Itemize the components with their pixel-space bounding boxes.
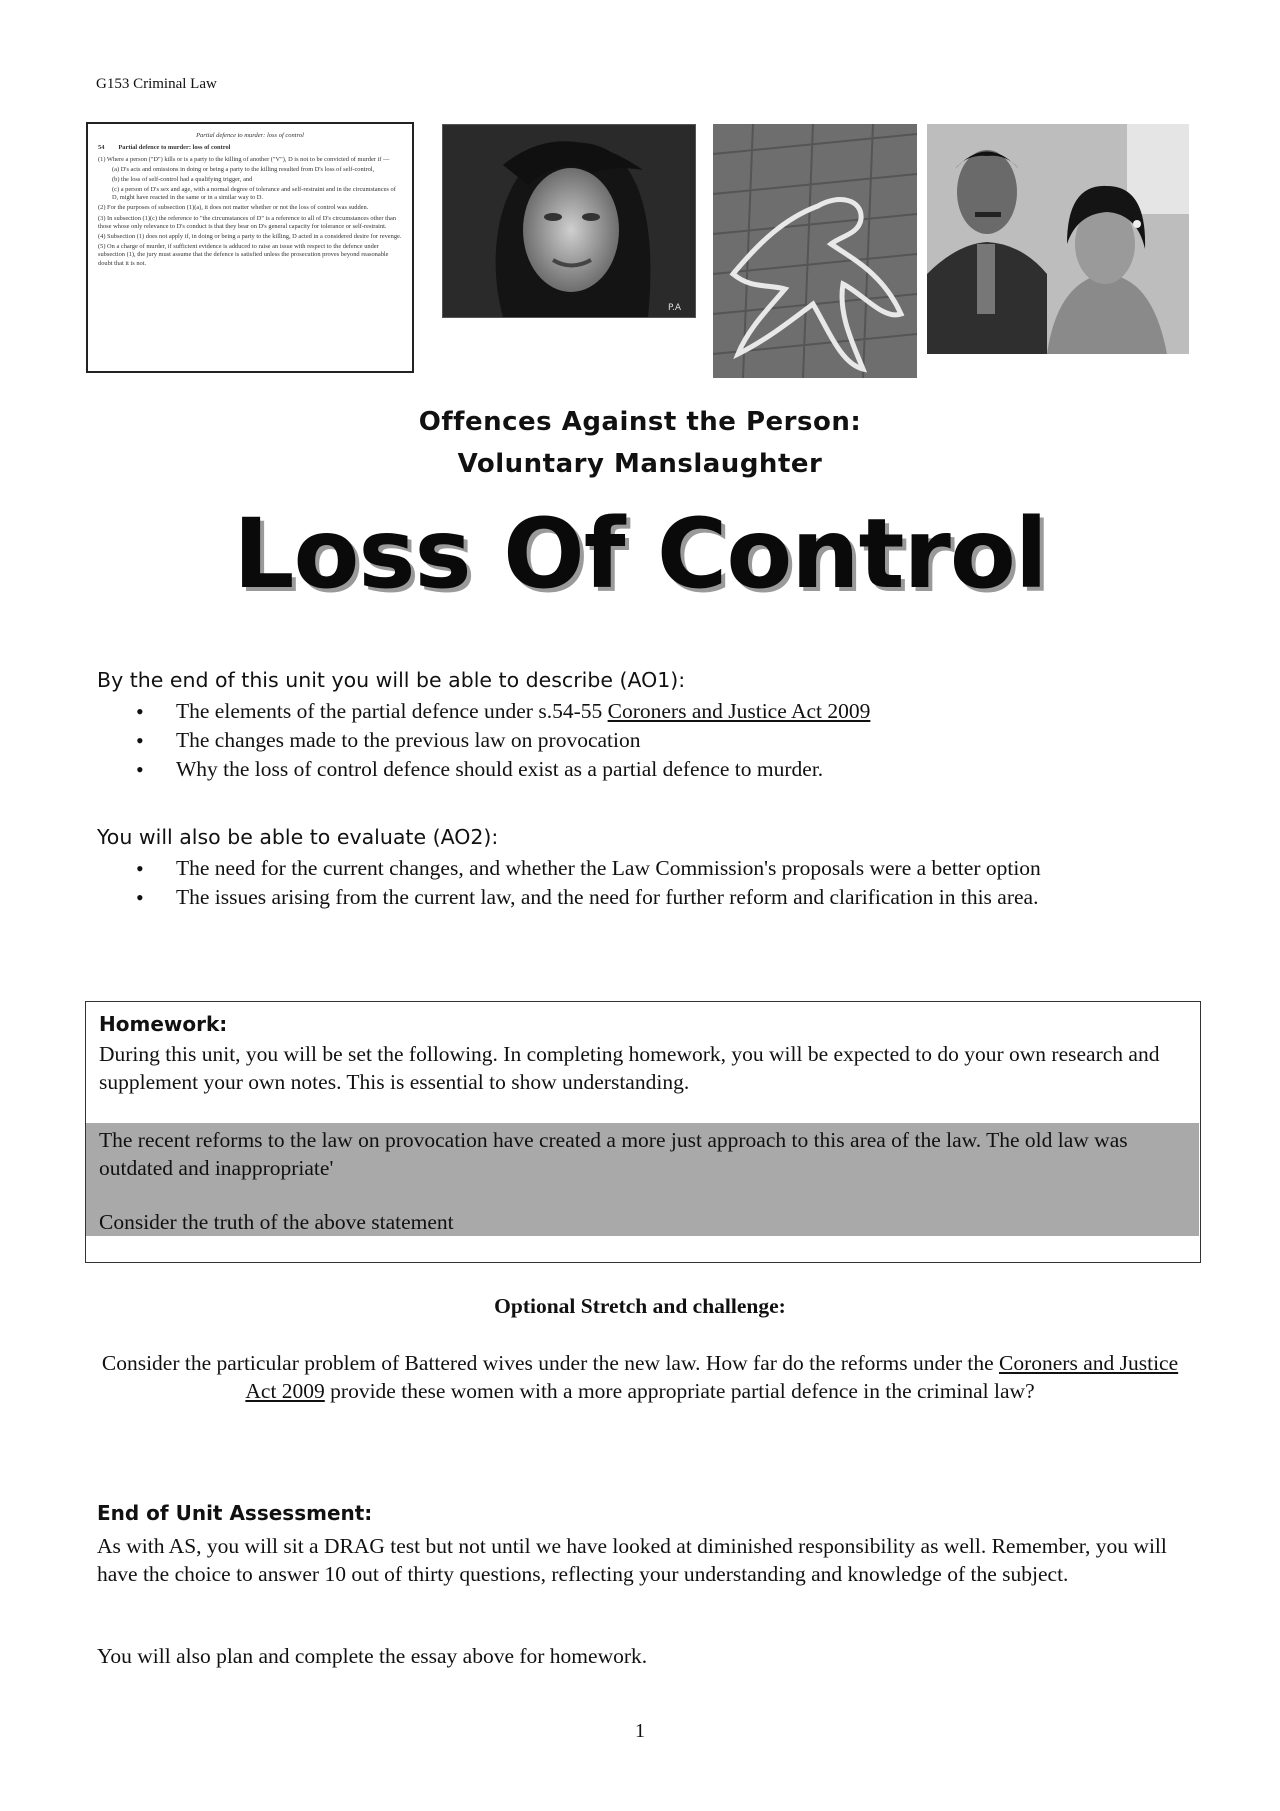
ao2-intro: You will also be able to evaluate (AO2): bbox=[97, 825, 499, 849]
subtitle-offences: Offences Against the Person: bbox=[418, 407, 862, 437]
homework-quote: The recent reforms to the law on provocation have created a more just approach to this area of the law. The old law was outdated and inappropriate' bbox=[99, 1128, 1128, 1180]
stretch-text-prefix: Consider the particular problem of Battered wives under the new law. How far do the reforms under the bbox=[101, 1351, 999, 1375]
photo-credit: P.A bbox=[667, 303, 681, 313]
ao2-list bbox=[130, 854, 1170, 912]
coroners-justice-act-link: Coroners and Justice Act 2009 bbox=[607, 699, 871, 723]
homework-title: Homework: bbox=[99, 1012, 228, 1036]
statute-line: (a) D's acts and omissions in doing or being a party to the killing resulted from D's loss of self-control, bbox=[112, 165, 375, 173]
subtitle-voluntary-manslaughter: Voluntary Manslaughter bbox=[457, 449, 823, 479]
stretch-text-suffix: provide these women with a more appropriate partial defence in the criminal law? bbox=[324, 1379, 1035, 1403]
list-item: • The need for the current changes, and whether the Law Commission's proposals were a better option bbox=[130, 854, 1170, 883]
statute-line: (4) Subsection (1) does not apply if, in doing or being a party to the killing, D acted in a considered desire for revenge. bbox=[98, 233, 402, 240]
woman-portrait-photo bbox=[442, 124, 696, 318]
header-course: G153 Criminal Law bbox=[96, 76, 217, 92]
stretch-title: Optional Stretch and challenge: bbox=[494, 1294, 786, 1318]
statute-line: (b) the loss of self-control had a qualifying trigger, and bbox=[112, 175, 253, 183]
page-title: Loss Of Control bbox=[233, 498, 1047, 610]
page-number: 1 bbox=[635, 1720, 645, 1742]
ao1-intro: By the end of this unit you will be able to describe (AO1): bbox=[97, 668, 686, 692]
end-of-unit-essay-note: You will also plan and complete the essay above for homework. bbox=[97, 1644, 648, 1668]
statute-document-image bbox=[86, 122, 414, 373]
stretch-text bbox=[100, 1349, 1180, 1405]
statute-line: (5) On a charge of murder, if sufficient evidence is adduced to raise an issue with respect to the defence under subsection (1), the jury must assume that the defence is satisfied unless the prosecution proves beyond reasonable doubt that it is not. bbox=[98, 243, 389, 267]
coroners-justice-act-link: Coroners and Justice Act 2009 bbox=[245, 1351, 1179, 1403]
list-item bbox=[130, 697, 1170, 726]
statute-line: (c) a person of D's sex and age, with a normal degree of tolerance and self-restraint and in the circumstances of D, might have reacted in the same or in a similar way to D. bbox=[112, 186, 396, 202]
list-item: • The issues arising from the current law, and the need for further reform and clarification in this area. bbox=[130, 883, 1170, 912]
statute-section-title: Partial defence to murder: loss of control bbox=[118, 144, 231, 152]
ao1-item1-text: The elements of the partial defence under s.54-55 bbox=[176, 699, 608, 723]
statute-line: (2) For the purposes of subsection (1)(a), it does not matter whether or not the loss of control was sudden. bbox=[98, 204, 369, 212]
statute-section-heading bbox=[98, 144, 402, 152]
statute-section-number: 54 bbox=[98, 144, 105, 152]
homework-text: During this unit, you will be set the following. In completing homework, you will be expected to do your own research and supplement your own notes. This is essential to show understanding. bbox=[99, 1042, 1160, 1094]
chalk-outline-photo bbox=[713, 124, 917, 378]
statute-caption: Partial defence to murder: loss of control bbox=[196, 132, 304, 139]
end-of-unit-text: As with AS, you will sit a DRAG test but not until we have looked at diminished responsibility as well. Remember, you will have the choice to answer 10 out of thirty questions, reflecting your understanding and knowledge of the subject. bbox=[97, 1534, 1167, 1586]
ao1-list bbox=[130, 697, 1170, 784]
statute-line: (1) Where a person ("D") kills or is a party to the killing of another ("V"), D is not to be convicted of murder if — bbox=[98, 155, 390, 163]
homework-instruction: Consider the truth of the above statement bbox=[99, 1210, 454, 1234]
end-of-unit-title: End of Unit Assessment: bbox=[97, 1501, 373, 1525]
homework-essay-band bbox=[86, 1123, 1199, 1236]
couple-photo bbox=[927, 124, 1189, 354]
homework-box bbox=[85, 1001, 1201, 1263]
statute-line: (3) In subsection (1)(c) the reference to "the circumstances of D" is a reference to all of D's circumstances other than those whose only relevance to D's conduct is that they bear on D's general capacity for tolerance or self-restraint. bbox=[98, 214, 397, 230]
list-item: • Why the loss of control defence should exist as a partial defence to murder. bbox=[130, 755, 1170, 784]
list-item: • The changes made to the previous law on provocation bbox=[130, 726, 1170, 755]
